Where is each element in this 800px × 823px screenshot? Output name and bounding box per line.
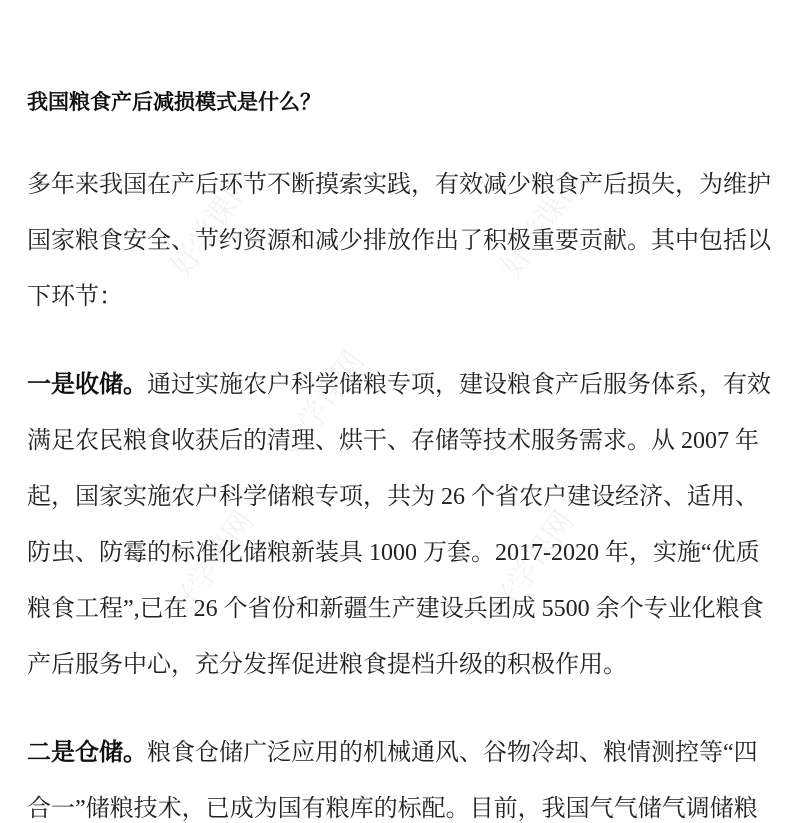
watermark: 好学课网 (274, 344, 372, 464)
paragraph-line: 防虫、防霉的标准化储粮新装具 1000 万套。2017-2020 年，实施“优质 (27, 540, 760, 566)
paragraph-line: 产后服务中心，充分发挥促进粮食提档升级的积极作用。 (27, 652, 627, 678)
paragraph-line: 起，国家实施农户科学储粮专项，共为 26 个省农户建设经济、适用、 (27, 484, 759, 510)
section-heading: 一是收储。 (27, 371, 147, 398)
paragraph-text: 粮食仓储广泛应用的机械通风、谷物冷却、粮情测控等“四 (147, 740, 758, 766)
paragraph-line: 合一”储粮技术，已成为国有粮库的标配。目前，我国气气储气调储粮 (27, 796, 758, 822)
paragraph-line: 满足农民粮食收获后的清理、烘干、存储等技术服务需求。从 2007 年 (27, 428, 759, 454)
paragraph-line: 多年来我国在产后环节不断摸索实践，有效减少粮食产后损失，为维护 (27, 172, 771, 198)
watermark: 好学课网 (484, 504, 582, 624)
paragraph-line: 粮食工程”,已在 26 个省份和新疆生产建设兵团成 5500 余个专业化粮食 (27, 596, 764, 622)
watermark: 好学课网 (494, 164, 592, 284)
watermark: 好学课网 (164, 164, 262, 284)
paragraph-line (27, 732, 758, 767)
document-title: 我国粮食产后减损模式是什么？ (27, 91, 321, 114)
watermark: 好学课网 (164, 504, 262, 624)
section-heading: 二是仓储。 (27, 739, 147, 766)
paragraph-text: 通过实施农户科学储粮专项，建设粮食产后服务体系，有效 (147, 372, 771, 398)
paragraph-line: 下环节： (27, 284, 123, 310)
paragraph-line: 国家粮食安全、节约资源和减少排放作出了积极重要贡献。其中包括以 (27, 228, 771, 254)
paragraph-line (27, 364, 771, 399)
